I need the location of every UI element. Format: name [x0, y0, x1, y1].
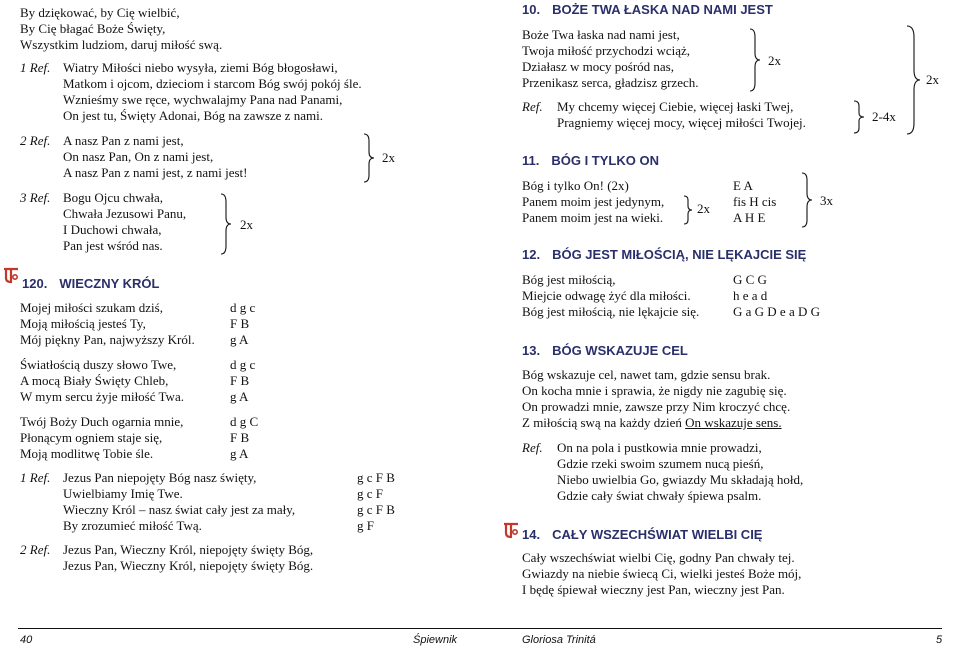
lyric-line: Bogu Ojcu chwała, [63, 190, 164, 205]
song-title: CAŁY WSZECHŚWIAT WIELBI CIĘ [552, 527, 763, 542]
lyric-line: Bóg jest miłością, [522, 272, 616, 287]
repeat-count: 2x [697, 201, 710, 216]
lyric-line: Wiatry Miłości niebo wysyła, ziemi Bóg błogosławi, [63, 60, 338, 75]
chord-line: A H E [733, 210, 766, 225]
repeat-count: 2x [926, 72, 939, 87]
lyric-line: Twój Boży Duch ogarnia mnie, [20, 414, 184, 429]
lyric-line: Jezus Pan, Wieczny Król, niepojęty święty Bóg. [63, 558, 314, 573]
ref-label: 1 Ref. [20, 60, 51, 75]
ref-label: 2 Ref. [20, 133, 51, 148]
lyric-line: Gwiazdy na niebie świecą Ci, wielki jesteś Boże mój, [522, 566, 802, 581]
lyric-line: On kocha mnie i sprawia, że nigdy nie zagubię się. [522, 383, 787, 398]
song-number: 11. [522, 153, 540, 168]
lyric-line: A nasz Pan z nami jest, z nami jest! [63, 165, 248, 180]
song-number: 120. [22, 276, 48, 291]
song-number: 14. [522, 527, 541, 542]
chord-line: E A [733, 178, 753, 193]
lyric-line: Matkom i ojcom, dzieciom i starcom Bóg swój pokój śle. [63, 76, 362, 91]
song-number: 10. [522, 2, 541, 17]
chord-line: d g c [230, 357, 256, 372]
intro-line: By dziękować, by Cię wielbić, [20, 5, 180, 20]
song-title: BÓG WSKAZUJE CEL [552, 343, 688, 358]
lyric-line: I Duchowi chwała, [63, 222, 162, 237]
chord-line: fis H cis [733, 194, 777, 209]
lyric-line: Mój piękny Pan, najwyższy Król. [20, 332, 195, 347]
lyric-line: Cały wszechświat wielbi Cię, godny Pan chwały tej. [522, 550, 795, 565]
chord-line: g A [230, 389, 249, 404]
song-heading [522, 1, 773, 19]
song-heading [522, 246, 806, 264]
lyric-line: Jezus Pan, Wieczny Król, niepojęty święty Bóg, [63, 542, 314, 557]
underlined-lyric: On wskazuje sens. [685, 415, 782, 430]
chord-line: g c F [357, 486, 383, 501]
chord-line: g A [230, 446, 249, 461]
intro-line: Wszystkim ludziom, daruj miłość swą. [20, 37, 223, 52]
repeat-brace [682, 195, 694, 225]
footer-right-title: Gloriosa Trinitá [522, 634, 596, 646]
lyric-line: Bóg wskazuje cel, nawet tam, gdzie sensu brak. [522, 367, 771, 382]
chord-line: G a G D e a D G [733, 304, 821, 319]
repeat-brace [905, 25, 923, 135]
lyric-line [522, 415, 782, 431]
lyric-text: Z miłością swą na każdy dzień [522, 415, 686, 430]
lyric-line: Chwała Jezusowi Panu, [63, 206, 187, 221]
lyric-line: Płonącym ogniem staje się, [20, 430, 163, 445]
lyric-line: Przenikasz serca, gładzisz grzech. [522, 75, 699, 90]
chord-line: g c F B [357, 502, 395, 517]
repeat-count: 2x [768, 53, 781, 68]
lyric-line: Bóg i tylko On! (2x) [522, 178, 629, 193]
repeat-brace [362, 133, 376, 183]
lyric-line: Niebo uwielbia Go, gwiazdy Mu składają hołd, [557, 472, 804, 487]
lyric-line: Wieczny Król – nasz świat cały jest za mały, [63, 502, 296, 517]
repeat-brace [748, 28, 762, 92]
lyric-line: Mojej miłości szukam dziś, [20, 300, 163, 315]
chord-line: d g C [230, 414, 259, 429]
chord-line: G C G [733, 272, 767, 287]
lyric-line: Bóg jest miłością, nie lękajcie się. [522, 304, 700, 319]
lyric-line: Uwielbiamy Imię Twe. [63, 486, 183, 501]
guitar-logo-icon [503, 521, 519, 539]
song-heading [522, 152, 659, 170]
lyric-line: On na pola i pustkowia mnie prowadzi, [557, 440, 762, 455]
footer-divider [18, 628, 942, 629]
song-title: BOŻE TWA ŁASKA NAD NAMI JEST [552, 2, 773, 17]
lyric-line: Moją modlitwę Tobie śle. [20, 446, 154, 461]
intro-line: By Cię błagać Boże Święty, [20, 21, 166, 36]
lyric-line: Wznieśmy swe ręce, wychwalajmy Pana nad Panami, [63, 92, 343, 107]
song-number: 13. [522, 343, 541, 358]
chord-line: F B [230, 316, 250, 331]
chord-line: d g c [230, 300, 256, 315]
song-heading [22, 275, 159, 293]
lyric-line: On nasz Pan, On z nami jest, [63, 149, 214, 164]
song-heading [522, 342, 688, 360]
chord-line: g F [357, 518, 374, 533]
ref-label: Ref. [522, 99, 543, 114]
chord-line: h e a d [733, 288, 768, 303]
repeat-count: 2x [240, 217, 253, 232]
repeat-count: 2x [382, 150, 395, 165]
chord-line: F B [230, 373, 250, 388]
lyric-line: By zrozumieć miłość Twą. [63, 518, 202, 533]
ref-label: 2 Ref. [20, 542, 51, 557]
song-title: BÓG JEST MIŁOŚCIĄ, NIE LĘKAJCIE SIĘ [552, 247, 807, 262]
lyric-line: Moją miłością jesteś Ty, [20, 316, 146, 331]
lyric-line: Światłością duszy słowo Twe, [20, 357, 177, 372]
repeat-count: 3x [820, 193, 833, 208]
lyric-line: I będę śpiewał wieczny jest Pan, wieczny jest Pan. [522, 582, 785, 597]
repeat-brace [219, 193, 233, 255]
repeat-brace [800, 172, 814, 228]
lyric-line: Twoja miłość przychodzi wciąż, [522, 43, 691, 58]
lyric-line: Pan jest wśród nas. [63, 238, 163, 253]
lyric-line: Miejcie odwagę żyć dla miłości. [522, 288, 691, 303]
chord-line: F B [230, 430, 250, 445]
lyric-line: Panem moim jest jedynym, [522, 194, 665, 209]
song-title: BÓG I TYLKO ON [551, 153, 659, 168]
lyric-line: Jezus Pan niepojęty Bóg nasz święty, [63, 470, 257, 485]
lyric-line: Gdzie cały świat chwały śpiewa psalm. [557, 488, 762, 503]
song-heading [522, 526, 762, 544]
lyric-line: Działasz w mocy pośród nas, [522, 59, 674, 74]
lyric-line: A mocą Biały Święty Chleb, [20, 373, 169, 388]
ref-label: 1 Ref. [20, 470, 51, 485]
lyric-line: Panem moim jest na wieki. [522, 210, 664, 225]
lyric-line: Pragniemy więcej mocy, więcej miłości Twojej. [557, 115, 806, 130]
footer-left-page-number: 40 [20, 634, 33, 646]
lyric-line: A nasz Pan z nami jest, [63, 133, 184, 148]
lyric-line: My chcemy więcej Ciebie, więcej łaski Twej, [557, 99, 794, 114]
lyric-line: On prowadzi mnie, zawsze przy Nim kroczyć chcę. [522, 399, 791, 414]
lyric-line: Boże Twa łaska nad nami jest, [522, 27, 680, 42]
ref-label: Ref. [522, 440, 543, 455]
ref-label: 3 Ref. [20, 190, 51, 205]
lyric-line: Gdzie rzeki swoim szumem nucą pieśń, [557, 456, 764, 471]
repeat-brace [852, 100, 866, 134]
chord-line: g A [230, 332, 249, 347]
song-title: WIECZNY KRÓL [59, 276, 160, 291]
lyric-line: W mym sercu żyje miłość Twa. [20, 389, 184, 404]
footer-left-title: Śpiewnik [413, 634, 458, 646]
repeat-count: 2-4x [872, 109, 896, 124]
guitar-logo-icon [3, 266, 19, 284]
chord-line: g c F B [357, 470, 395, 485]
song-number: 12. [522, 247, 541, 262]
footer-right-page-number: 5 [936, 634, 943, 646]
lyric-line: On jest tu, Święty Adonai, Bóg na zawsze z nami. [63, 108, 323, 123]
